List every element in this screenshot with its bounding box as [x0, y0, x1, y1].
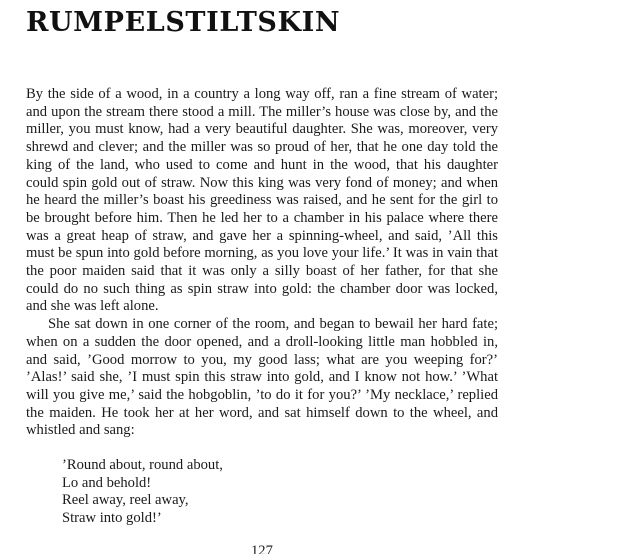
story-body: [26, 86, 498, 440]
verse-line-4: Straw into gold!’: [62, 510, 162, 527]
paragraph-2: She sat down in one corner of the room, and began to bewail her hard fate; when on a sudden the door opened, and a droll-looking little man hobbled in, and said, ’Good morrow to you, my good lass; what are you weeping for?’ ’Alas!’ said she, ’I must spin this straw into gold, and I know not how.’ ’What will you give me,’ said the hobgoblin, ’to do it for you?’ ’My necklace,’ replied the maiden. He took her at her word, and sat himself down to the wheel, and whistled and sang:: [26, 316, 498, 439]
verse-line-2: Lo and behold!: [62, 474, 152, 491]
verse-line-3: Reel away, reel away,: [62, 492, 189, 509]
verse-line-1: ’Round about, round about,: [62, 457, 223, 473]
verse-block: [62, 457, 223, 528]
paragraph-1: By the side of a wood, in a country a long way off, ran a fine stream of water; and upon the stream there stood a mill. The miller’s house was close by, and the miller, you must know, had a very beautiful daughter. She was, moreover, very shrewd and clever; and the miller was so proud of her, that he one day told the king of the land, who used to come and hunt in the wood, that his daughter could spin gold out of straw. Now this king was very fond of money; and when he heard the miller’s boast his greediness was raised, and he sent for the girl to be brought before him. Then he led her to a chamber in his palace where there was a great heap of straw, and gave her a spinning-wheel, and said, ’All this must be spun into gold before morning, as you love your life.’ It was in vain that the poor maiden said that it was only a silly boast of her father, for that she could do no such thing as spin straw into gold: the chamber door was locked, and she was left alone.: [26, 86, 498, 315]
page-number: 127: [251, 543, 273, 554]
story-title: RUMPELSTILTSKIN: [26, 7, 341, 38]
